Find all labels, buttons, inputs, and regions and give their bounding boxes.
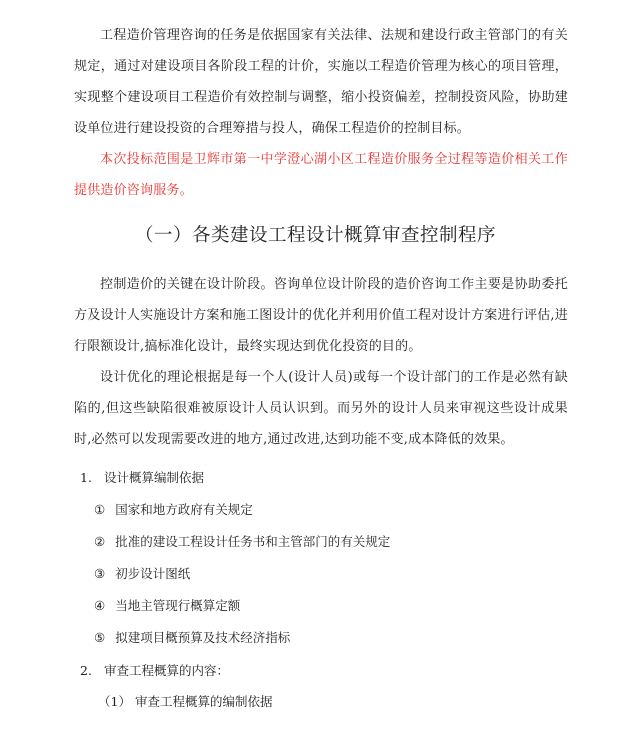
list-item-1-number: 1. [80,470,92,485]
sub-item [94,564,190,584]
section-heading: （一）各类建设工程设计概算审查控制程序 [134,225,496,246]
sub-item-text: 国家和地方政府有关规定 [115,502,253,517]
design-stage-paragraph: 控制造价的关键在设计阶段。咨询单位设计阶段的造价咨询工作主要是协助委托方及设计人实施设计方案和施工图设计的优化并利用价值工程对设计方案进行评估,进行限额设计,搞标准化设计，最终实现达到优化投资的目的。 [74,277,568,354]
design-optimization-paragraph: 设计优化的理论根据是每一个人(设计人员)或每一个设计部门的工作是必然有缺陷的,但这些缺陷很难被原设计人员认识到。而另外的设计人员来审视这些设计成果时,必然可以发现需要改进的地方,通过改进,达到功能不变,成本降低的效果。 [74,370,568,447]
sub-item [98,692,272,712]
sub-item-text: 拟建项目概预算及技术经济指标 [115,630,291,645]
sub-item-text: 当地主管现行概算定额 [115,598,241,613]
sub-item-marker: ① [94,502,106,517]
bid-scope-paragraph: 本次投标范围是卫辉市第一中学澄心湖小区工程造价服务全过程等造价相关工作提供造价咨询服务。 [74,152,568,198]
sub-item-marker: ⑤ [94,630,106,645]
sub-item [94,628,290,648]
sub-item-text: 审查工程概算的编制依据 [134,694,273,709]
list-item-2 [80,661,229,681]
sub-item-marker: （1） [98,694,131,709]
sub-item-marker: ③ [94,566,106,581]
list-item-1-title: 设计概算编制依据 [103,470,204,485]
sub-item [94,596,240,616]
intro-paragraph: 工程造价管理咨询的任务是依据国家有关法律、法规和建设行政主管部门的有关规定，通过对建设项目各阶段工程的计价，实施以工程造价管理为核心的项目管理，实现整个建设项目工程造价有效控制与调整，缩小投资偏差，控制投资风险，协助建设单位进行建设投资的合理筹措与投人，确保工程造价的控制目标。 [74,28,568,136]
sub-item-text: 初步设计图纸 [115,566,191,581]
list-item-2-title: 审查工程概算的内容： [103,663,229,678]
sub-item-marker: ④ [94,598,106,613]
list-item-1 [80,468,204,488]
sub-item [94,532,390,552]
sub-item-text: 批准的建设工程设计任务书和主管部门的有关规定 [115,534,391,549]
sub-item [94,500,253,520]
list-item-2-number: 2. [80,663,92,678]
sub-item-marker: ② [94,534,106,549]
